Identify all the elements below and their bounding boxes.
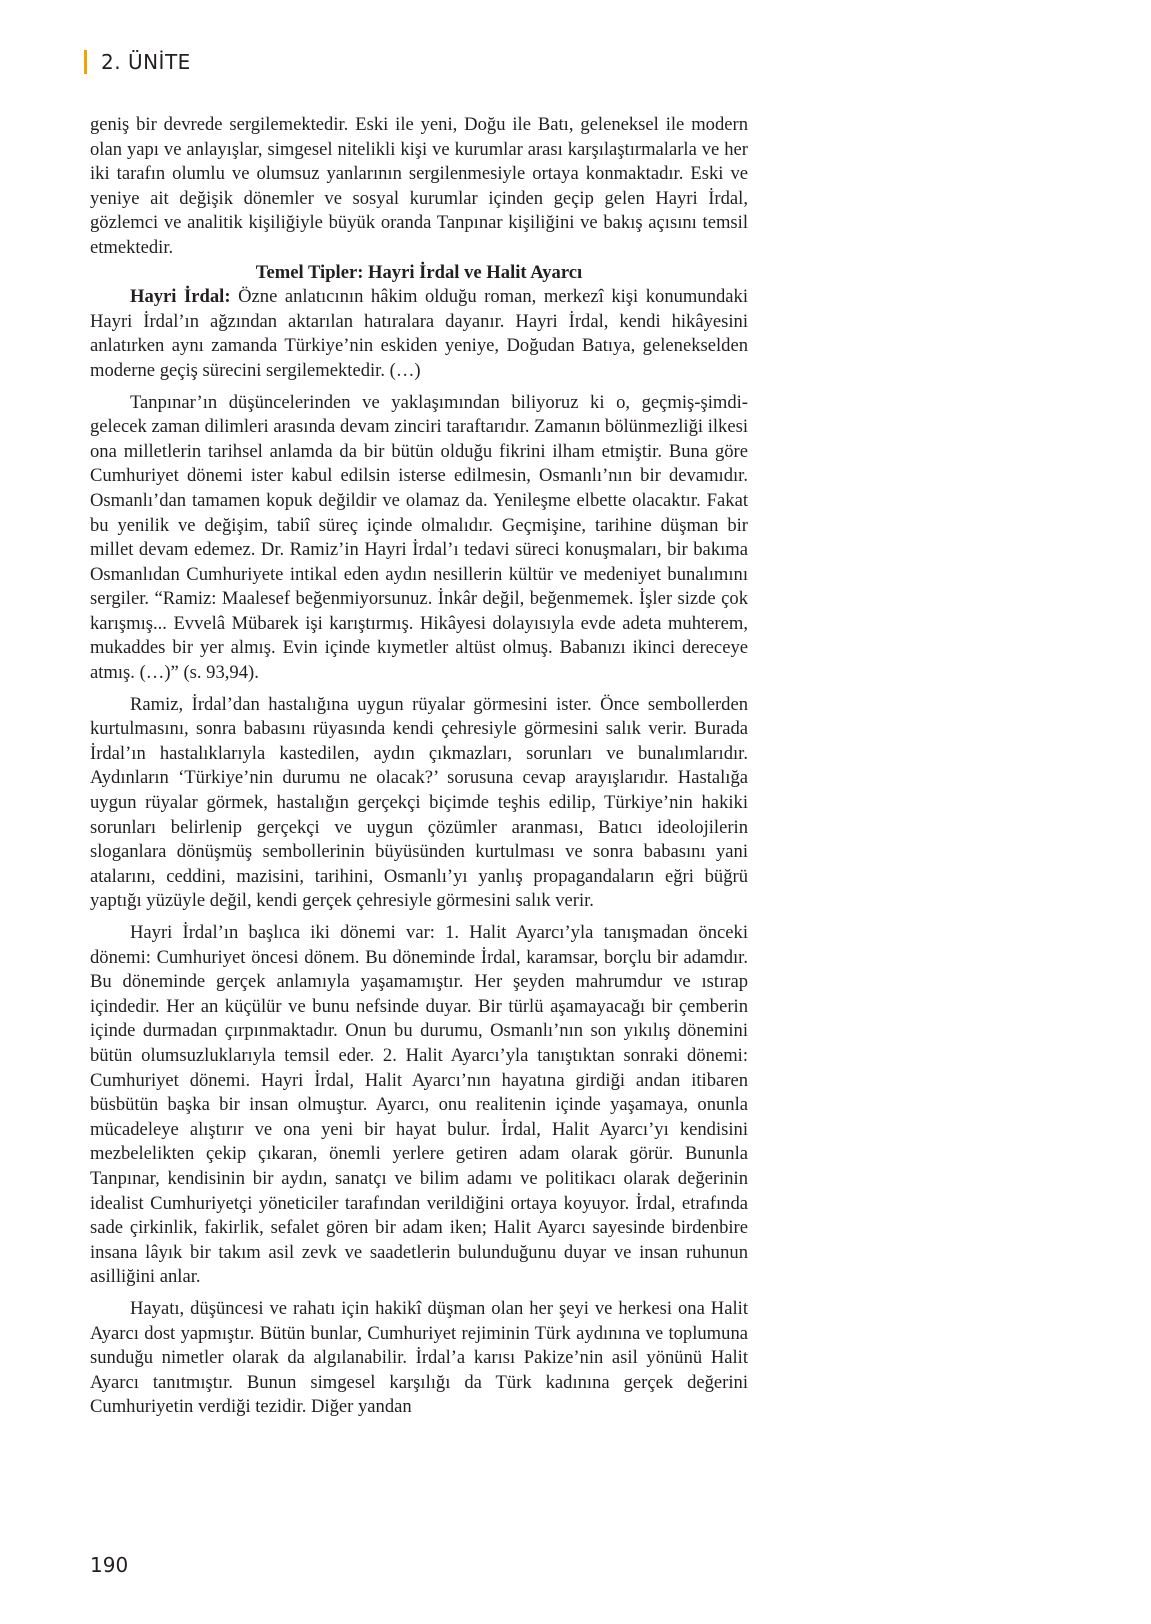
- paragraph: [90, 285, 748, 383]
- paragraph: Hayri İrdal’ın başlıca iki dönemi var: 1. Halit Ayarcı’yla tanışmadan önceki dönemi: Cumhuriyet öncesi dönem. Bu döneminde İrdal, karamsar, borçlu bir adamdır. Bu döneminde gerçek anlamıyla yaşamamıştır. Her şeyden mahrumdur ve ıstırap içindedir. Her an küçülür ve bunu nefsinde duyar. Bir türlü aşamayacağı bir çemberin içinde durmadan çırpınmaktadır. Onun bu durumu, Osmanlı’nın son yıkılış dönemini bütün olumsuzluklarıyla temsil eder. 2. Halit Ayarcı’yla tanıştıktan sonraki dönemi: Cumhuriyet dönemi. Hayri İrdal, Halit Ayarcı’nın hayatına girdiği andan itibaren büsbütün başka bir insan olmuştur. Ayarcı, onu realitenin içinde yaşamaya, onunla mücadeleye alıştırır ve ona yeni bir hayat bulur. İrdal, Halit Ayarcı’yı kendisini mezbelelikten çekip çıkaran, önemli yerlere getiren adam olarak görür. Bununla Tanpınar, kendisinin bir aydın, sanatçı ve bilim adamı ve politikacı olarak değerinin idealist Cumhuriyetçi yöneticiler tarafından verildiğini ortaya koyuyor. İrdal, etrafında sade çirkinlik, fakirlik, sefalet gören bir adam iken; Halit Ayarcı sayesinde birdenbire insana lâyık bir takım asil zevk ve saadetlerin bulunduğunu duyar ve insan ruhunun asilliğini anlar.: [90, 922, 748, 1288]
- paragraph: Hayatı, düşüncesi ve rahatı için hakikî düşman olan her şeyi ve herkesi ona Halit Ayarcı dost yapmıştır. Bütün bunlar, Cumhuriyet rejiminin Türk aydınına ve toplumuna sunduğu nimetler olarak da algılanabilir. İrdal’a karısı Pakize’nin asil yönünü Halit Ayarcı tanıtmıştır. Bunun simgesel karşılığı da Türk kadınına gerçek değerini Cumhuriyetin verdiği tezidir. Diğer yandan: [90, 1297, 748, 1418]
- term-label: Hayri İrdal:: [130, 286, 231, 308]
- paragraph-text: Özne anlatıcının hâkim olduğu roman, merkezî kişi konumundaki Hayri İrdal’ın ağzından aktarılan hatıralara dayanır. Hayri İrdal, kendi hikâyesini anlatırken aynı zamanda Türkiye’nin eskiden yeniye, Doğudan Batıya, gelenekselden moderne geçiş sürecini sergilemektedir. (…): [90, 286, 749, 381]
- paragraph: Tanpınar’ın düşüncelerinden ve yaklaşımından biliyoruz ki o, geçmiş-şimdi-gelecek zaman dilimleri arasında devam zinciri taraftarıdır. Zamanın bölünmezliği ilkesi ona milletlerin tarihsel anlamda da bir bütün olduğu fikrini ilham etmiştir. Buna göre Cumhuriyet dönemi ister kabul edilsin isterse edilmesin, Osmanlı’nın bir devamıdır. Osmanlı’dan tamamen kopuk değildir ve olamaz da. Yenileşme elbette olacaktır. Fakat bu yenilik ve değişim, tabiî süreç içinde olmalıdır. Geçmişine, tarihine düşman bir millet devam edemez. Dr. Ramiz’in Hayri İrdal’ı tedavi süreci konuşmaları, bir bakıma Osmanlıdan Cumhuriyete intikal eden aydın nesillerin kültür ve medeniyet bunalımını sergiler. “Ramiz: Maalesef beğenmiyorsunuz. İnkâr değil, beğenmemek. İşler sizde çok karışmış... Evvelâ Mübarek işi karıştırmış. Hikâyesi dolayısıyla evde adeta muhterem, mukaddes bir yer almış. Evin içinde kıymetler altüst olmuş. Babanızı ikinci dereceye atmış. (…)” (s. 93,94).: [90, 391, 748, 684]
- body-text: [90, 113, 748, 1420]
- page-number: 190: [90, 1553, 129, 1577]
- section-heading: Temel Tipler: Hayri İrdal ve Halit Ayarcı: [255, 261, 583, 283]
- paragraph: Ramiz, İrdal’dan hastalığına uygun rüyalar görmesini ister. Önce sembollerden kurtulmasını, sonra babasını rüyasında kendi çehresiyle görmesini salık verir. Burada İrdal’ın hastalıklarıyla kastedilen, aydın çıkmazları, sorunları ve bunalımlarıdır. Aydınların ‘Türkiye’nin durumu ne olacak?’ sorusuna cevap arayışlarıdır. Hastalığa uygun rüyalar görmek, hastalığın gerçekçi biçimde teşhis edilip, Türkiye’nin hakiki sorunları belirlenip gerçekçi ve uygun çözümler aranması, Batıcı ideolojilerin sloganlara dönüşmüş sembollerinin büyüsünden kurtulması ve sonra babasını yani atalarını, ceddini, mazisini, tarihini, Osmanlı’yı yanlış propagandaların eğri büğrü yaptığı yüzüyle değil, kendi gerçek çehresiyle görmesini salık verir.: [90, 693, 748, 912]
- page-header: [84, 50, 191, 74]
- unit-label: 2. ÜNİTE: [101, 50, 191, 74]
- header-accent-bar: [84, 50, 87, 74]
- paragraph: geniş bir devrede sergilemektedir. Eski ile yeni, Doğu ile Batı, geleneksel ile modern olan yapı ve anlayışlar, simgesel nitelikli kişi ve kurumlar arası karşılaştırmalarla ve her iki tarafın olumlu ve olumsuz yanlarının sergilenmesiyle ortaya konmaktadır. Eski ve yeniye ait değişik dönemler ve sosyal kurumlar içinden geçip gelen Hayri İrdal, gözlemci ve analitik kişiliğiyle büyük oranda Tanpınar kişiliğini ve bakış açısını temsil etmektedir.: [90, 114, 748, 258]
